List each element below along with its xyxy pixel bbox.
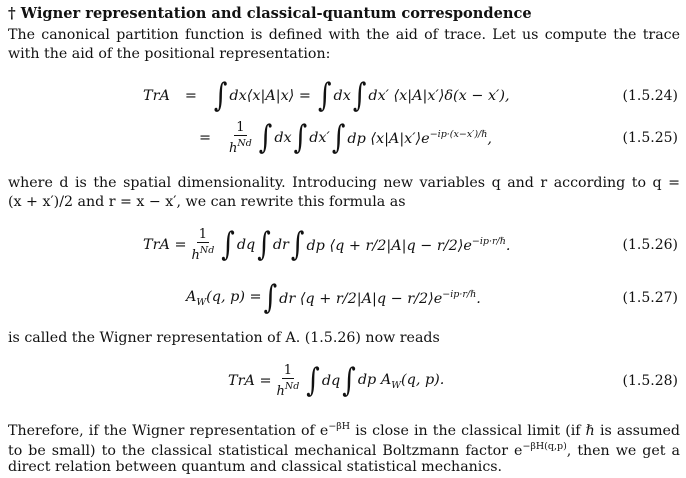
fraction-denominator: $h^{Nd}$ (229, 138, 252, 156)
eq-lhs: $A_W(q$, p) = (186, 288, 262, 308)
integral-sign: ∫ (257, 226, 271, 264)
integral-sign: ∫ (306, 362, 320, 400)
equation-1-5-27 (0, 278, 686, 318)
integral-sign: ∫ (331, 119, 346, 157)
eq-lhs: TrA (143, 88, 170, 104)
paragraph-line: Therefore, if the Wigner representation of $e^{-\beta H}$ is close in the classical limit (if ℏ is assumed (8, 421, 680, 439)
fraction-denominator: $h^{Nd}$ (276, 381, 300, 399)
eq-lhs: TrA = (228, 373, 272, 389)
integral-sign: ∫ (213, 77, 228, 115)
integral-sign: ∫ (258, 119, 273, 157)
integral-sign: ∫ (221, 226, 235, 264)
eq-term: dr ⟨q + $r/2|A|q - r/2⟩e^{-ip\cdot r/\hbar}$. (279, 289, 481, 307)
equation-1-5-28 (0, 361, 686, 401)
integral-sign: ∫ (317, 77, 332, 115)
fraction (227, 120, 254, 156)
integral-sign: ∫ (352, 77, 367, 115)
equation-number: (1.5.25) (622, 130, 678, 146)
eq-relation: = (184, 88, 197, 104)
eq-term: dx′ (309, 130, 330, 146)
paragraph-line: The canonical partition function is defined with the aid of trace. Let us compute the trace (8, 27, 680, 43)
eq-lhs: TrA = (143, 237, 187, 253)
paragraph-line: with the aid of the positional representation: (8, 46, 331, 62)
equation-number: (1.5.24) (622, 88, 678, 104)
fraction-numerator: 1 (236, 120, 245, 135)
paragraph-line: direct relation between quantum and classical statistical mechanics. (8, 459, 503, 475)
eq-term: dp $A_W(q$, p). (357, 371, 445, 391)
equation-number: (1.5.28) (622, 373, 678, 389)
integral-sign: ∫ (342, 362, 356, 400)
integral-sign: ∫ (290, 226, 305, 264)
eq-term: dq (236, 237, 256, 253)
eq-term: dx (274, 130, 292, 146)
eq-term: dx (333, 88, 351, 104)
paragraph-line: where d is the spatial dimensionality. Introducing new variables q and r according to q = (8, 175, 680, 191)
equation-1-5-24 (0, 76, 686, 116)
fraction-denominator: $h^{Nd}$ (191, 245, 215, 263)
eq-term: dx⟨x|A|x⟩ = (229, 88, 311, 104)
eq-term: dp ⟨q + $r/2|A|q - r/2⟩e^{-ip\cdot r/\hbar}$. (306, 236, 511, 254)
equation-number: (1.5.27) (622, 290, 678, 306)
equation-number: (1.5.26) (622, 237, 678, 253)
section-heading: † Wigner representation and classical-quantum correspondence (8, 5, 532, 22)
paragraph-line: (x + x′)/2 and r = x − x′, we can rewrite this formula as (8, 194, 406, 210)
paragraph-line: to be small) to the classical statistical mechanical Boltzmann factor $e^{-\beta H(q,p)}$, then we get a (8, 441, 680, 459)
fraction-numerator: 1 (283, 363, 293, 378)
eq-term: dr (272, 237, 289, 253)
eq-term: dq (321, 373, 341, 389)
fraction (190, 227, 217, 263)
eq-relation: = (198, 130, 212, 146)
integral-sign: ∫ (293, 119, 308, 157)
fraction-numerator: 1 (198, 227, 208, 242)
equation-1-5-26 (0, 225, 686, 265)
eq-term: dx′ ⟨x|A|x′⟩δ(x − x′), (368, 88, 510, 104)
eq-term: dp $⟨x|A|x'⟩e^{-ip\cdot(x-x')/\hbar}$, (347, 129, 492, 147)
fraction (275, 363, 302, 399)
integral-sign: ∫ (263, 279, 278, 317)
paragraph-line: is called the Wigner representation of A. (1.5.26) now reads (8, 330, 440, 346)
equation-1-5-25 (0, 118, 686, 158)
